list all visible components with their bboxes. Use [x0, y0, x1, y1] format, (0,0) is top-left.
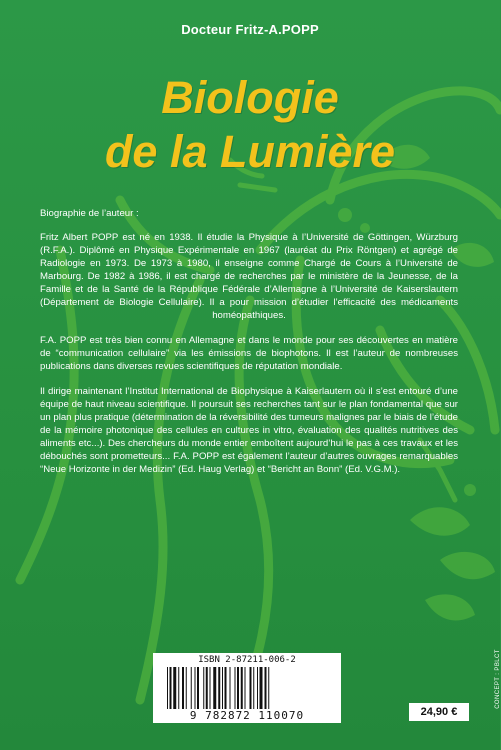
barcode-bar	[206, 667, 208, 709]
barcode-bar	[230, 667, 231, 709]
barcode-bar	[253, 667, 254, 709]
biography-heading: Biographie de l’auteur :	[40, 208, 139, 219]
barcode-bar	[257, 667, 258, 709]
barcode-bar	[245, 667, 246, 709]
book-title-line-2: de la Lumière	[104, 126, 396, 177]
biography-paragraph-3: Il dirige maintenant l’Institut International de Biophysique à Kaiserlautern où il s’est entouré d’une équipe de haut niveau scientifique. Il poursuit ses recherches tant sur le plan fondamental que sur un plan plus pratique (détermination de la réversibilité des tumeurs malignes par le biais de l’étude de la mémoire photonique des cellules en cultures in vitro, évaluation des qualités nutritives des aliments etc...). Des chercheurs du monde entier emboîtent aujourd’hui le pas à ces travaux et les débouchés sont prometteurs... F.A. POPP est également l’auteur d’autres ouvrages remarquables “Neue Horizonte in der Medizin” (Ed. Haug Verlag) et “Bericht an Bonn” (Ed. V.G.M.).	[40, 386, 458, 475]
barcode-bar	[260, 667, 263, 709]
barcode-bar	[210, 667, 211, 709]
design-credit-text: CONCEPT : PBLCT	[495, 649, 501, 709]
barcode-bar	[218, 667, 220, 709]
barcode-bar	[213, 667, 216, 709]
biography-paragraph-1: Fritz Albert POPP est né en 1938. Il étudie la Physique à l’Université de Göttingen, Würzburg (R.F.A.). Diplômé en Physique Expérimentale en 1967 (lauréat du Prix Röntgen) et agrégé de Radiologie en 1973. De 1973 à 1980, il enseigne comme Chargé de Cours à l’Université de Marbourg. De 1982 à 1986, il est chargé de recherches par le ministère de la Jeunesse, de la Famille et de la Santé de la République Fédérale d’Allemagne à l’Université de Kaiserslautern (Département de Biologie Cellulaire). Il a pour mission d’étudier l’efficacité des médicaments homéopathiques.	[40, 232, 458, 321]
barcode-bar	[250, 667, 252, 709]
barcode-bar	[222, 667, 223, 709]
barcode-bar	[173, 667, 176, 709]
barcode-bar	[268, 667, 269, 709]
barcode-bar	[241, 667, 243, 709]
barcode-bar	[186, 667, 187, 709]
author-name: Docteur Fritz-A.POPP	[181, 22, 319, 37]
barcode-bar	[235, 667, 236, 709]
barcode-bar	[191, 667, 192, 709]
barcode-bar	[237, 667, 239, 709]
barcode-bar	[178, 667, 179, 709]
barcode-bar	[197, 667, 199, 709]
barcode-bars	[167, 667, 333, 709]
price-tag: 24,90 €	[409, 703, 469, 721]
isbn-barcode-box	[153, 653, 341, 723]
barcode-bar	[167, 667, 168, 709]
biography-paragraph-2: F.A. POPP est très bien connu en Allemagne et dans le monde pour ses découvertes en matière de “communication cellulaire” via les émissions de biophotons. Il est l’auteur de nombreuses publications dans diverses revues scientifiques de réputation mondiale.	[40, 335, 458, 372]
barcode-bar	[170, 667, 172, 709]
book-title-line-1: Biologie	[161, 72, 339, 123]
barcode-bar	[195, 667, 196, 709]
barcode-bar	[265, 667, 267, 709]
barcode-bar	[182, 667, 184, 709]
design-credit	[483, 640, 501, 730]
barcode-bar	[203, 667, 204, 709]
barcode-digits: 9 782872 110070	[189, 709, 305, 722]
barcode-bar	[225, 667, 227, 709]
isbn-label: ISBN 2-87211-006-2	[198, 655, 296, 665]
biography-section	[40, 207, 458, 488]
